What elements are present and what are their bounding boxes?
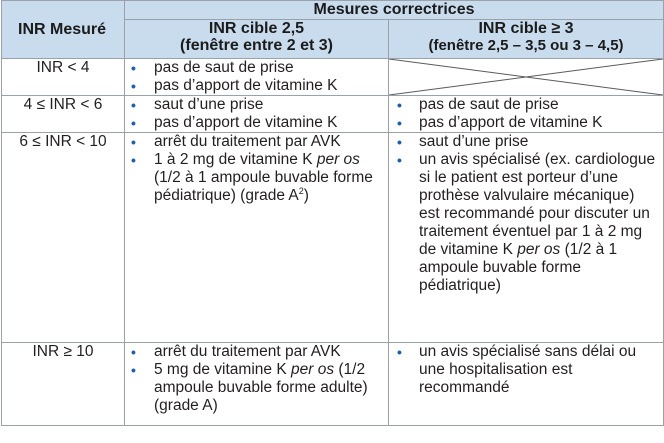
list-item (389, 133, 663, 151)
inr-cell: INR < 4 (2, 59, 125, 96)
cible1-list (125, 133, 388, 205)
list-item (389, 343, 663, 397)
cible2-cell (389, 343, 664, 426)
bullet-icon: • (397, 152, 402, 168)
item-text: (1/2 à 1 ampoule buvable forme pédiatrique) (grade A (154, 169, 373, 204)
item-text: 1 à 2 mg de vitamine K (154, 151, 317, 168)
inr-correction-table (1, 0, 664, 426)
header-cible2-line2: (fenêtre 2,5 – 3,5 ou 3 – 4,5) (428, 37, 624, 54)
list-item (125, 361, 388, 415)
cible2-list (389, 96, 663, 132)
header-inr-mesure: INR Mesuré (2, 1, 125, 59)
list-item (389, 114, 663, 132)
bullet-icon: • (397, 97, 402, 113)
cible1-list (125, 343, 388, 415)
list-item (125, 151, 388, 205)
bullet-icon: • (397, 344, 402, 360)
cible1-list (125, 59, 388, 95)
header-inr-cible-3 (389, 20, 664, 59)
cible1-cell (125, 96, 389, 133)
table-row (2, 343, 664, 426)
header-cible1-line2: (fenêtre entre 2 et 3) (180, 37, 333, 54)
bullet-icon: • (131, 97, 136, 113)
list-item (125, 59, 388, 77)
cross-out-mark (389, 59, 663, 95)
list-item (389, 151, 663, 295)
item-text: saut d’une prise (419, 133, 529, 150)
item-text: (1/2 à 1 ampoule buvable forme pédiatrique) (419, 241, 618, 294)
item-text: pas d’apport de vitamine K (154, 114, 338, 131)
item-text: arrêt du traitement par AVK (154, 343, 341, 360)
bullet-icon: • (131, 115, 136, 131)
header-cible2-line1: INR cible ≥ 3 (478, 20, 574, 37)
list-item (389, 96, 663, 114)
header-cible1-line1: INR cible 2,5 (208, 20, 305, 37)
cible1-list (125, 96, 388, 132)
item-text: ) (303, 187, 309, 204)
cible2-cell (389, 96, 664, 133)
item-text: saut d’une prise (154, 96, 264, 113)
bullet-icon: • (397, 134, 402, 150)
cible1-cell (125, 343, 389, 426)
cible1-cell (125, 59, 389, 96)
item-superscript: 2 (298, 185, 304, 196)
bullet-icon: • (131, 134, 136, 150)
item-text: pas d’apport de vitamine K (419, 114, 603, 131)
header-inr-cible-2-5 (125, 20, 389, 59)
inr-cell: INR ≥ 10 (2, 343, 125, 426)
inr-cell: 4 ≤ INR < 6 (2, 96, 125, 133)
item-text: (1/2 ampoule buvable forme adulte) (grade A) (154, 361, 368, 414)
inr-cell: 6 ≤ INR < 10 (2, 133, 125, 343)
table-body (2, 59, 664, 426)
item-emphasis: per os (290, 361, 335, 378)
bullet-icon: • (131, 152, 136, 168)
table-row (2, 59, 664, 96)
header-mesures-correctrices: Mesures correctrices (125, 1, 664, 20)
item-text: pas de saut de prise (154, 59, 294, 76)
item-text: pas d’apport de vitamine K (154, 77, 338, 94)
item-emphasis: per os (517, 241, 561, 258)
cible2-list (389, 343, 663, 397)
bullet-icon: • (131, 362, 136, 378)
cible2-list (389, 133, 663, 295)
item-text: un avis spécialisé (ex. cardiologue si le patient est porteur d’une prothèse valvulaire mécanique) est recommandé pour discuter un traitement éventuel par 1 à 2 mg de vitamine K (419, 151, 656, 258)
item-emphasis: per os (316, 151, 360, 168)
cible1-cell (125, 133, 389, 343)
bullet-icon: • (397, 115, 402, 131)
item-text: 5 mg de vitamine K (154, 361, 291, 378)
item-text: un avis spécialisé sans délai ou une hospitalisation est recommandé (419, 343, 637, 396)
not-applicable-cell (389, 59, 664, 96)
table-row (2, 96, 664, 133)
table-header (2, 1, 664, 59)
item-text: pas de saut de prise (419, 96, 559, 113)
bullet-icon: • (131, 344, 136, 360)
bullet-icon: • (131, 60, 136, 76)
bullet-icon: • (131, 78, 136, 94)
list-item (125, 133, 388, 151)
list-item (125, 343, 388, 361)
list-item (125, 96, 388, 114)
item-text: arrêt du traitement par AVK (154, 133, 341, 150)
cible2-cell (389, 133, 664, 343)
table-row (2, 133, 664, 343)
list-item (125, 77, 388, 95)
list-item (125, 114, 388, 132)
